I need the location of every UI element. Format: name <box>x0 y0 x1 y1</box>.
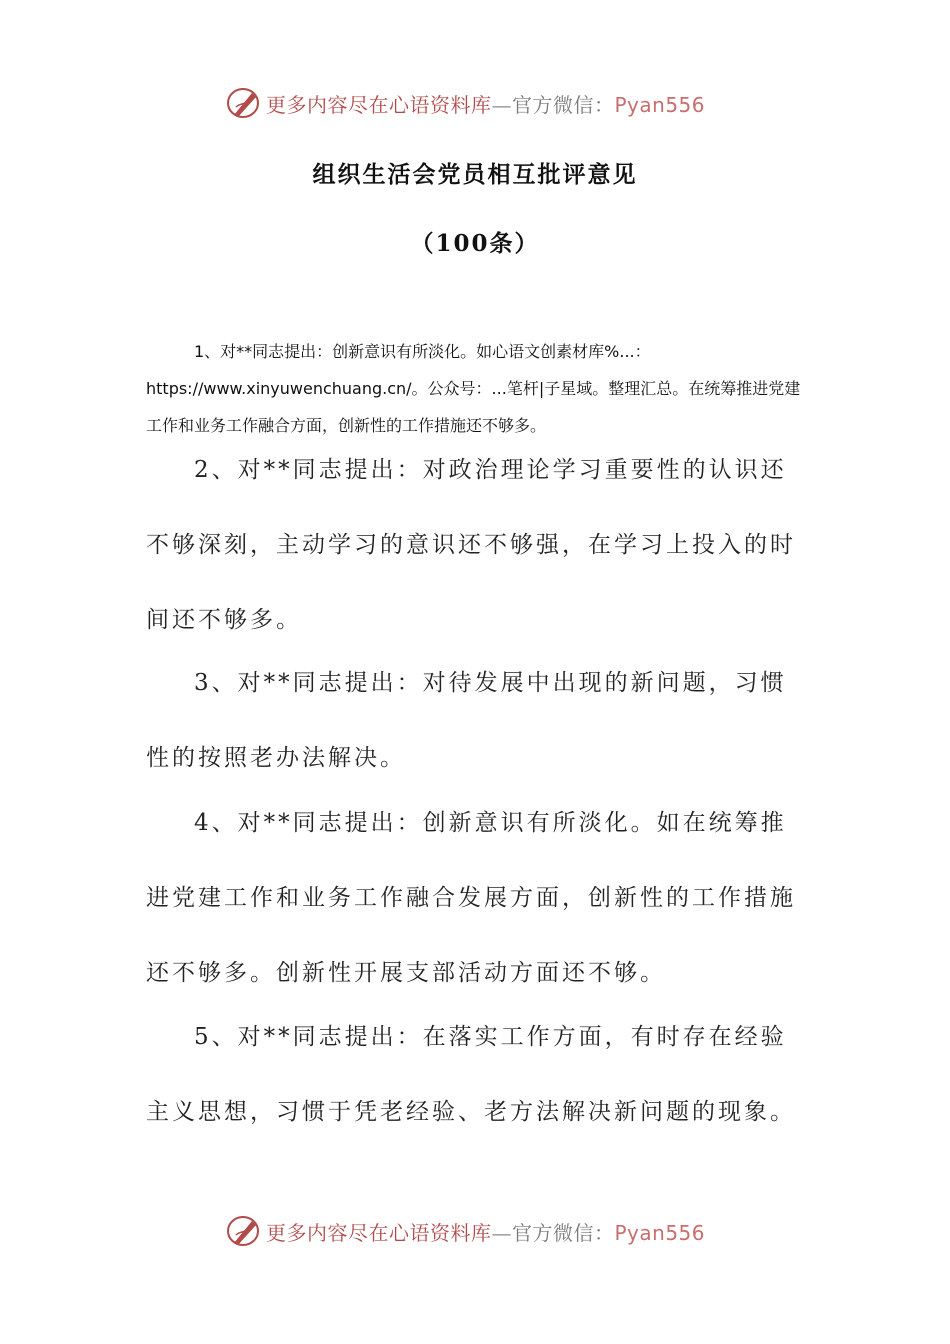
banner-text: 更多内容尽在心语资料库—官方微信：Pyan556 <box>266 93 706 117</box>
header-banner <box>0 83 950 123</box>
paragraph-5: 5、对**同志提出：在落实工作方面，有时存在经验主义思想，习惯于凭老经验、老方法解决新问题的现象。 <box>146 1024 796 1125</box>
paragraph-4: 4、对**同志提出：创新意识有所淡化。如在统筹推进党建工作和业务工作融合发展方面，创新性的工作措施还不够多。创新性开展支部活动方面还不够。 <box>146 810 796 986</box>
paragraph-1: 1、对**同志提出：创新意识有所淡化。如心语文创素材库%...：https://www.xinyuwenchuang.cn/。公众号：...笔杆|子星域。整理汇总。在统筹推进党建工作和业务工作融合方面，创新性的工作措施还不够多。 <box>146 342 801 435</box>
page-subtitle: （100条） <box>410 230 540 257</box>
paragraph-3: 3、对**同志提出：对待发展中出现的新问题，习惯性的按照老办法解决。 <box>146 670 787 771</box>
banner-text: 更多内容尽在心语资料库—官方微信：Pyan556 <box>266 1221 706 1245</box>
footer-banner <box>0 1211 950 1251</box>
page-title: 组织生活会党员相互批评意见 <box>312 161 638 188</box>
quill-pen-logo-icon <box>226 85 262 121</box>
quill-pen-logo-icon <box>226 1213 262 1249</box>
paragraph-2: 2、对**同志提出：对政治理论学习重要性的认识还不够深刻，主动学习的意识还不够强，在学习上投入的时间还不够多。 <box>146 457 796 633</box>
